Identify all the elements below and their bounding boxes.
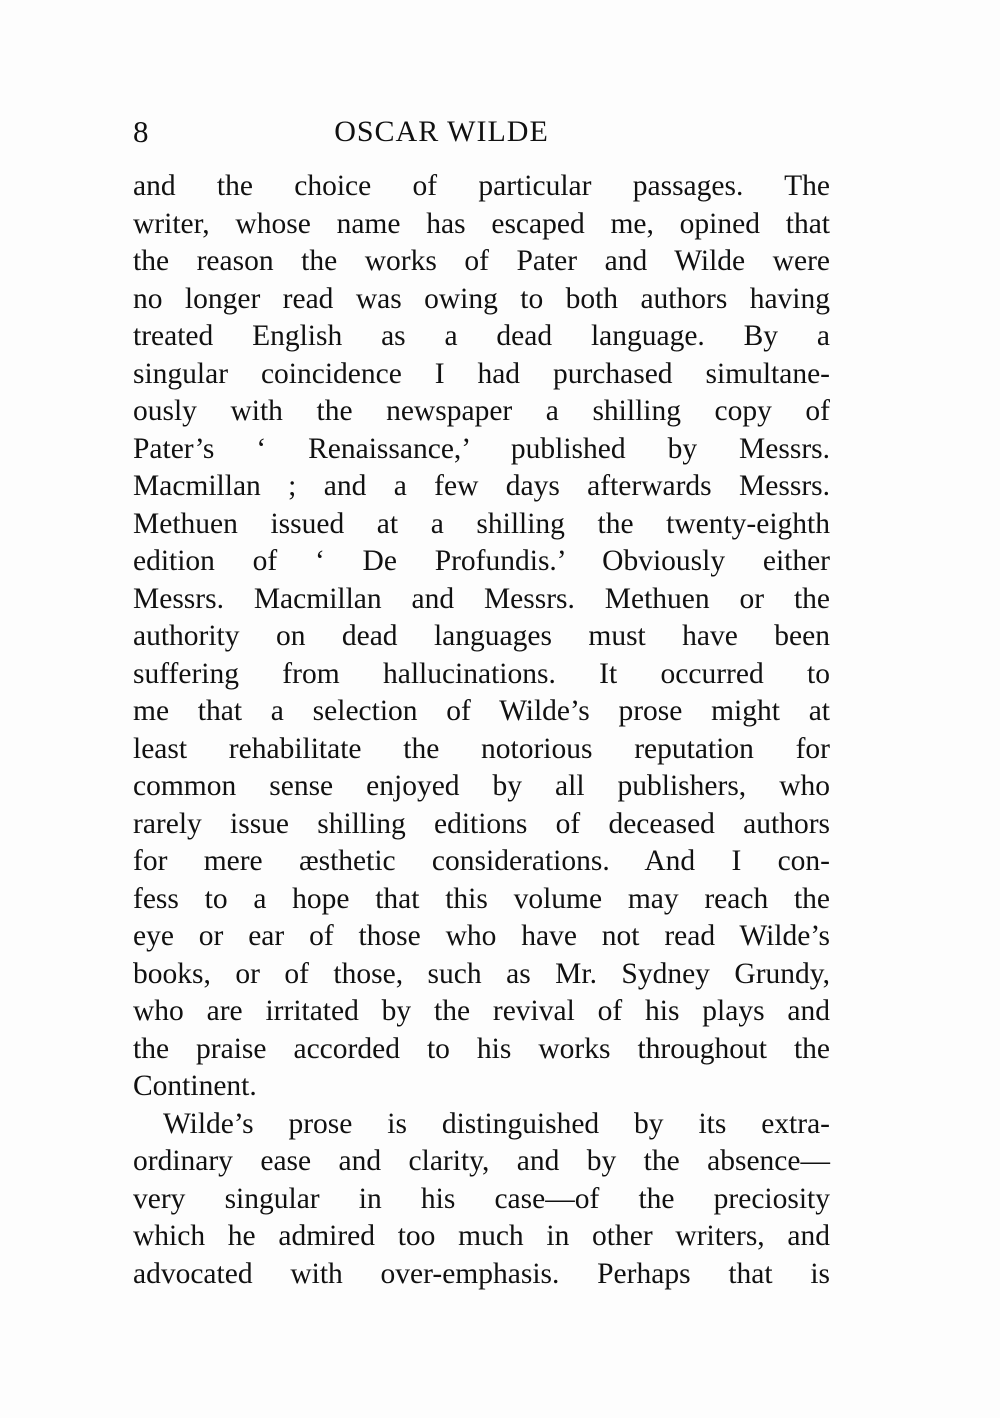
- text-line: edition of ‘ De Profundis.’ Obviously either: [133, 545, 830, 577]
- text-line: which he admired too much in other writers, and: [133, 1220, 830, 1252]
- text-line: least rehabilitate the notorious reputation for: [133, 732, 830, 765]
- page-number: 8: [133, 114, 149, 149]
- text-line: suffering from hallucinations. It occurred to: [133, 657, 830, 690]
- text-line: ously with the newspaper a shilling copy of: [133, 395, 830, 427]
- text-line: for mere æsthetic considerations. And I con-: [133, 845, 830, 877]
- text-line: no longer read was owing to both authors having: [133, 282, 830, 315]
- text-line: authority on dead languages must have been: [133, 620, 830, 652]
- paragraph-1: [133, 168, 830, 1106]
- text-line: advocated with over-emphasis. Perhaps that is: [133, 1257, 830, 1290]
- text-line: Methuen issued at a shilling the twenty-eighth: [133, 507, 830, 540]
- body-text: [133, 168, 830, 1293]
- text-line: Continent.: [133, 1070, 257, 1102]
- text-line: singular coincidence I had purchased simultane-: [133, 357, 830, 390]
- text-line: Macmillan ; and a few days afterwards Messrs.: [133, 470, 830, 502]
- text-line: rarely issue shilling editions of deceased authors: [133, 807, 830, 840]
- paragraph-2: [133, 1106, 830, 1294]
- text-line: common sense enjoyed by all publishers, who: [133, 770, 830, 802]
- text-line: writer, whose name has escaped me, opined that: [133, 207, 830, 240]
- text-line: the reason the works of Pater and Wilde were: [133, 245, 830, 277]
- text-line: me that a selection of Wilde’s prose might at: [133, 695, 830, 727]
- running-head: [133, 112, 830, 152]
- text-line: eye or ear of those who have not read Wilde’s: [133, 920, 830, 952]
- text-line: Pater’s ‘ Renaissance,’ published by Messrs.: [133, 432, 830, 465]
- text-line: and the choice of particular passages. The: [133, 170, 830, 202]
- text-line: ordinary ease and clarity, and by the absence—: [133, 1145, 830, 1177]
- text-line: who are irritated by the revival of his plays and: [133, 995, 830, 1027]
- running-title: OSCAR WILDE: [334, 115, 549, 148]
- text-line: Messrs. Macmillan and Messrs. Methuen or the: [133, 582, 830, 615]
- text-line: Wilde’s prose is distinguished by its extra-: [163, 1107, 830, 1140]
- text-line: books, or of those, such as Mr. Sydney Grundy,: [133, 957, 830, 990]
- text-line: fess to a hope that this volume may reach the: [133, 882, 830, 915]
- text-line: very singular in his case—of the preciosity: [133, 1182, 830, 1215]
- text-line: the praise accorded to his works throughout the: [133, 1032, 830, 1065]
- text-line: treated English as a dead language. By a: [133, 320, 830, 352]
